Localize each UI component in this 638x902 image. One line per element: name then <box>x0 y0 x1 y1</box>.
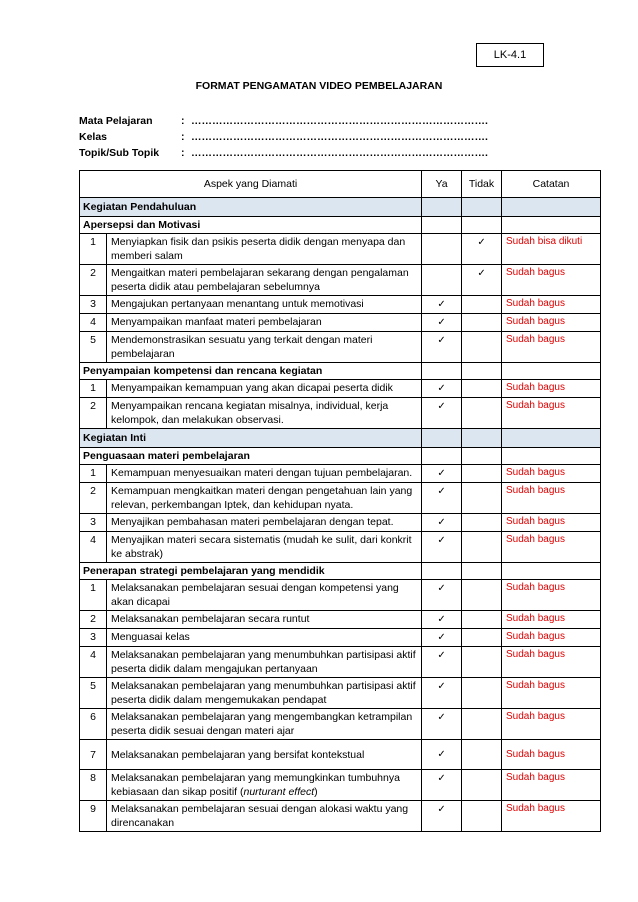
row-aspect: Mengajukan pertanyaan menantang untuk memotivasi <box>107 296 422 314</box>
row-aspect: Melaksanakan pembelajaran yang mengembangkan ketrampilan peserta didik sesuai dengan materi ajar <box>107 709 422 740</box>
table-row <box>80 678 601 709</box>
table-row <box>80 265 601 296</box>
group-title: Apersepsi dan Motivasi <box>80 217 422 234</box>
row-note: Sudah bagus <box>502 514 601 532</box>
row-number: 1 <box>80 465 107 483</box>
table-header-row <box>80 171 601 198</box>
table-row <box>80 332 601 363</box>
table-row <box>80 647 601 678</box>
row-number: 1 <box>80 580 107 611</box>
meta-colon: : <box>181 115 185 127</box>
header-tidak: Tidak <box>462 171 502 198</box>
group-title: Penyampaian kompetensi dan rencana kegiatan <box>80 363 422 380</box>
row-note: Sudah bagus <box>502 296 601 314</box>
row-aspect: Melaksanakan pembelajaran sesuai dengan alokasi waktu yang direncanakan <box>107 801 422 832</box>
checkmark-icon: ✓ <box>422 483 462 514</box>
checkmark-icon: ✓ <box>422 647 462 678</box>
row-aspect: Menguasai kelas <box>107 629 422 647</box>
group-row-apersepsi <box>80 217 601 234</box>
table-row <box>80 629 601 647</box>
document-code-box <box>476 43 544 67</box>
row-note: Sudah bagus <box>502 629 601 647</box>
group-row-penguasaan <box>80 448 601 465</box>
section-row-inti <box>80 429 601 448</box>
meta-colon: : <box>181 131 185 143</box>
group-row-penyampaian <box>80 363 601 380</box>
checkmark-icon: ✓ <box>422 465 462 483</box>
meta-blank-line: …………………………………………………………………………. <box>191 131 488 143</box>
table-row <box>80 398 601 429</box>
row-number: 2 <box>80 398 107 429</box>
checkmark-icon: ✓ <box>422 380 462 398</box>
row-aspect: Melaksanakan pembelajaran yang menumbuhkan partisipasi aktif peserta didik dalam mengajukan pertanyaan <box>107 647 422 678</box>
row-number: 5 <box>80 332 107 363</box>
row-note: Sudah bagus <box>502 398 601 429</box>
row-aspect: Menyampaikan manfaat materi pembelajaran <box>107 314 422 332</box>
table-row <box>80 296 601 314</box>
header-ya: Ya <box>422 171 462 198</box>
row-note: Sudah bisa dikuti <box>502 234 601 265</box>
row-aspect: Melaksanakan pembelajaran yang bersifat kontekstual <box>107 740 422 770</box>
row-aspect: Melaksanakan pembelajaran sesuai dengan kompetensi yang akan dicapai <box>107 580 422 611</box>
row-number: 7 <box>80 740 107 770</box>
meta-label: Mata Pelajaran <box>79 115 153 127</box>
row-note: Sudah bagus <box>502 483 601 514</box>
row-aspect: Menyampaikan kemampuan yang akan dicapai peserta didik <box>107 380 422 398</box>
row-aspect: Mendemonstrasikan sesuatu yang terkait dengan materi pembelajaran <box>107 332 422 363</box>
meta-blank-line: …………………………………………………………………………. <box>191 115 488 127</box>
checkmark-icon: ✓ <box>462 234 502 265</box>
checkmark-icon: ✓ <box>422 678 462 709</box>
table-row <box>80 709 601 740</box>
table-row <box>80 380 601 398</box>
row-note: Sudah bagus <box>502 465 601 483</box>
section-row-pendahuluan <box>80 198 601 217</box>
table-row <box>80 514 601 532</box>
meta-label: Kelas <box>79 131 108 143</box>
row-number: 4 <box>80 314 107 332</box>
row-note: Sudah bagus <box>502 332 601 363</box>
row-note: Sudah bagus <box>502 709 601 740</box>
group-row-penerapan <box>80 563 601 580</box>
row-aspect: Menyajikan pembahasan materi pembelajaran dengan tepat. <box>107 514 422 532</box>
row-note: Sudah bagus <box>502 801 601 832</box>
checkmark-icon: ✓ <box>422 801 462 832</box>
row-aspect: Kemampuan mengkaitkan materi dengan pengetahuan lain yang relevan, perkembangan Iptek, dan kehidupan nyata. <box>107 483 422 514</box>
row-note: Sudah bagus <box>502 770 601 801</box>
table-row <box>80 740 601 770</box>
meta-blank-line: …………………………………………………………………………. <box>191 147 488 159</box>
document-title: FORMAT PENGAMATAN VIDEO PEMBELAJARAN <box>195 80 443 92</box>
row-note: Sudah bagus <box>502 314 601 332</box>
row-aspect: Melaksanakan pembelajaran yang memungkinkan tumbuhnya kebiasaan dan sikap positif (nurturant effect) <box>107 770 422 801</box>
row-number: 1 <box>80 234 107 265</box>
checkmark-icon: ✓ <box>422 770 462 801</box>
row-number: 2 <box>80 483 107 514</box>
checkmark-icon: ✓ <box>422 398 462 429</box>
row-note: Sudah bagus <box>502 580 601 611</box>
row-aspect: Kemampuan menyesuaikan materi dengan tujuan pembelajaran. <box>107 465 422 483</box>
row-note: Sudah bagus <box>502 380 601 398</box>
checkmark-icon: ✓ <box>422 332 462 363</box>
row-number: 9 <box>80 801 107 832</box>
checkmark-icon: ✓ <box>422 629 462 647</box>
row-note: Sudah bagus <box>502 740 601 770</box>
header-catatan: Catatan <box>502 171 601 198</box>
table-row <box>80 234 601 265</box>
row-number: 1 <box>80 380 107 398</box>
row-aspect: Menyajikan materi secara sistematis (mudah ke sulit, dari konkrit ke abstrak) <box>107 532 422 563</box>
observation-table <box>79 170 601 832</box>
checkmark-icon: ✓ <box>422 314 462 332</box>
checkmark-icon: ✓ <box>422 296 462 314</box>
group-title: Penerapan strategi pembelajaran yang mendidik <box>80 563 422 580</box>
table-row <box>80 611 601 629</box>
table-row <box>80 580 601 611</box>
row-number: 3 <box>80 296 107 314</box>
group-title: Penguasaan materi pembelajaran <box>80 448 422 465</box>
row-note: Sudah bagus <box>502 647 601 678</box>
checkmark-icon: ✓ <box>422 514 462 532</box>
meta-colon: : <box>181 147 185 159</box>
row-note: Sudah bagus <box>502 532 601 563</box>
table-row <box>80 483 601 514</box>
meta-fields <box>79 113 488 161</box>
header-aspek: Aspek yang Diamati <box>80 171 422 198</box>
row-aspect: Mengaitkan materi pembelajaran sekarang dengan pengalaman peserta didik atau pembelajaran sebelumnya <box>107 265 422 296</box>
checkmark-icon: ✓ <box>422 709 462 740</box>
checkmark-icon: ✓ <box>422 580 462 611</box>
row-note: Sudah bagus <box>502 265 601 296</box>
table-row <box>80 314 601 332</box>
row-number: 8 <box>80 770 107 801</box>
row-aspect: Melaksanakan pembelajaran secara runtut <box>107 611 422 629</box>
meta-row-subject <box>79 113 488 129</box>
row-number: 3 <box>80 514 107 532</box>
row-number: 4 <box>80 532 107 563</box>
section-title: Kegiatan Inti <box>80 429 422 448</box>
table-row <box>80 465 601 483</box>
meta-row-class <box>79 129 488 145</box>
document-code: LK-4.1 <box>493 49 527 61</box>
meta-label: Topik/Sub Topik <box>79 147 160 159</box>
row-aspect: Menyampaikan rencana kegiatan misalnya, individual, kerja kelompok, dan melakukan observasi. <box>107 398 422 429</box>
section-title: Kegiatan Pendahuluan <box>80 198 422 217</box>
row-aspect: Melaksanakan pembelajaran yang menumbuhkan partisipasi aktif peserta didik dalam mengemukakan pendapat <box>107 678 422 709</box>
row-number: 2 <box>80 611 107 629</box>
row-aspect: Menyiapkan fisik dan psikis peserta didik dengan menyapa dan memberi salam <box>107 234 422 265</box>
checkmark-icon: ✓ <box>462 265 502 296</box>
row-number: 2 <box>80 265 107 296</box>
row-number: 5 <box>80 678 107 709</box>
row-number: 4 <box>80 647 107 678</box>
row-note: Sudah bagus <box>502 678 601 709</box>
checkmark-icon: ✓ <box>422 611 462 629</box>
checkmark-icon: ✓ <box>422 532 462 563</box>
checkmark-icon: ✓ <box>422 740 462 770</box>
table-row <box>80 532 601 563</box>
meta-row-topic <box>79 145 488 161</box>
table-row <box>80 770 601 801</box>
row-number: 3 <box>80 629 107 647</box>
row-number: 6 <box>80 709 107 740</box>
row-note: Sudah bagus <box>502 611 601 629</box>
table-row <box>80 801 601 832</box>
